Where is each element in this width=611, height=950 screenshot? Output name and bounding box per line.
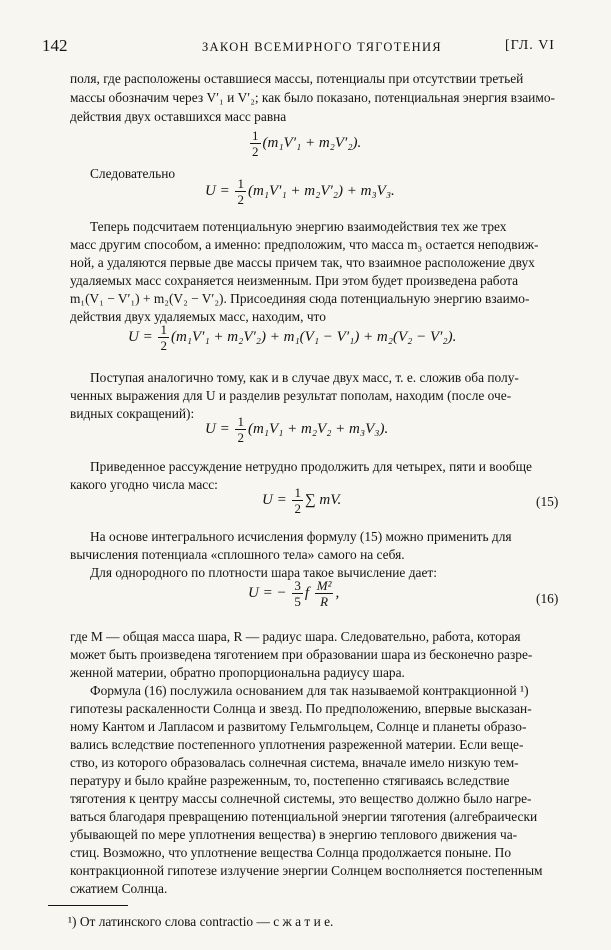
frac-num: 1 <box>294 485 301 500</box>
footnote-rule <box>48 905 128 906</box>
equation-number: (16) <box>536 591 559 606</box>
text-line: где M — общая масса шара, R — радиус шара. Следовательно, работа, которая <box>70 629 521 644</box>
text-line: На основе интегрального исчисления формулу (15) можно применить для <box>90 529 512 544</box>
formula-lhs: U = <box>205 182 230 199</box>
text-line: убывающей по мере уплотнения вещества) в энергию теплового движения ча- <box>70 827 518 842</box>
formula-6 <box>248 578 339 609</box>
text-line: ному Кантом и Лапласом и развитому Гельмгольцем, Солнце и планеты образо- <box>70 719 527 734</box>
formula-4 <box>205 414 388 445</box>
text-line: контракционной гипотезе излучение энергии Солнцем восполняется постепенным <box>70 863 543 878</box>
formula-lhs: U = <box>205 420 230 437</box>
formula-lhs: U = <box>128 328 153 345</box>
text-line: ство, из которого образовалась солнечная система, вначале имело низкую тем- <box>70 755 519 770</box>
running-title: ЗАКОН ВСЕМИРНОГО ТЯГОТЕНИЯ <box>202 40 442 54</box>
frac-den: 2 <box>294 501 301 516</box>
text-line: пературу и было крайне разреженным, то, постепенно стягиваясь вследствие <box>70 773 510 788</box>
frac-den: 2 <box>252 144 259 159</box>
text-line: действия двух оставшихся масс равна <box>70 109 287 124</box>
footnote: ¹) От латинского слова contractio — с ж а т и е. <box>68 914 334 929</box>
text-line: гипотезы раскаленности Солнца и звезд. По предположению, впервые высказан- <box>70 701 532 716</box>
formula-mid: f <box>304 584 309 601</box>
formula-5 <box>262 485 341 516</box>
text-line: действия двух удаляемых масс, находим, что <box>70 309 326 324</box>
formula-rhs: (m₁V₁ + m₂V₂ + m₃V₃). <box>247 420 389 437</box>
frac-den: 2 <box>237 430 244 445</box>
formula-lhs: U = − <box>248 584 287 601</box>
text-line: Теперь подсчитаем потенциальную энергию взаимодействия тех же трех <box>90 219 507 234</box>
text-line: масс другим способом, а именно: предположим, что масса m₃ остается неподвиж- <box>70 237 539 252</box>
formula-2 <box>205 176 395 207</box>
text-line: тяготения к центру массы солнечной системы, это вещество должно было нагре- <box>70 791 532 806</box>
formula-lhs: U = <box>262 491 287 508</box>
text-line: вычисления потенциала «сплошного тела» самого на себя. <box>70 547 405 562</box>
text-line: стиц. Возможно, что уплотнение вещества Солнца продолжается поныне. По <box>70 845 512 860</box>
text-line: массы обозначим через V′₁ и V′₂; как было показано, потенциальная энергия взаимо- <box>70 90 555 105</box>
chapter-label: [ГЛ. VI <box>505 38 555 53</box>
text-line: m₁(V₁ − V′₁) + m₂(V₂ − V′₂). Присоединяя сюда потенциальную энергию взаимо- <box>70 291 530 306</box>
text-line: Формула (16) послужила основанием для так называемой контракционной ¹) <box>90 683 529 698</box>
frac-num: 1 <box>237 414 244 429</box>
frac-den: 2 <box>160 338 167 353</box>
text-line: сжатием Солнца. <box>70 881 168 896</box>
formula-rhs: (m₁V′₁ + m₂V′₂) + m₃V₃. <box>247 182 395 199</box>
text-line: Приведенное рассуждение нетрудно продолжить для четырех, пяти и вообще <box>90 459 532 474</box>
frac-num: 3 <box>294 578 301 593</box>
text-line: ченных выражения для U и разделив результат пополам, находим (после оче- <box>70 388 512 403</box>
text-line: женной материи, обратно пропорциональна радиусу шара. <box>70 665 405 680</box>
text-line: какого угодно числа масс: <box>70 477 218 492</box>
formula-body: (m₁V′₁ + m₂V′₂). <box>262 134 362 151</box>
frac-den: R <box>320 594 329 609</box>
frac-num: 1 <box>160 322 167 337</box>
text-line: может быть произведена тяготением при образовании шара из бесконечно разре- <box>70 647 533 662</box>
frac-num: 1 <box>237 176 244 191</box>
text-line: ной, а удаляются первые две массы причем так, что взаимное расположение двух <box>70 255 535 270</box>
text-line: Для однородного по плотности шара такое вычисление дает: <box>90 565 437 580</box>
frac-num: 1 <box>252 128 259 143</box>
formula-rhs: ∑ mV. <box>304 491 342 508</box>
text-line: удаляемых масс сохраняется неизменным. При этом будет произведена работа <box>70 273 519 288</box>
text-line: ваться благодаря превращению потенциальной энергии тяготения (алгебраически <box>70 809 538 824</box>
formula-1 <box>248 128 361 159</box>
text-line: видных сокращений): <box>70 406 195 421</box>
formula-tail: , <box>335 584 340 601</box>
formula-3 <box>128 322 456 353</box>
text-line: вались вследствие постепенного уплотнения разреженной материи. Если веще- <box>70 737 524 752</box>
frac-den: 5 <box>294 594 301 609</box>
page-number: 142 <box>42 36 68 55</box>
equation-number: (15) <box>536 494 559 509</box>
formula-rhs: (m₁V′₁ + m₂V′₂) + m₁(V₁ − V′₁) + m₂(V₂ − V′₂). <box>170 328 457 345</box>
frac-num: M² <box>316 578 332 593</box>
text-line: Следовательно <box>90 166 176 181</box>
frac-den: 2 <box>237 192 244 207</box>
text-line: Поступая аналогично тому, как и в случае двух масс, т. е. сложив оба полу- <box>90 370 519 385</box>
text-line: поля, где расположены оставшиеся массы, потенциалы при отсутствии третьей <box>70 71 524 86</box>
